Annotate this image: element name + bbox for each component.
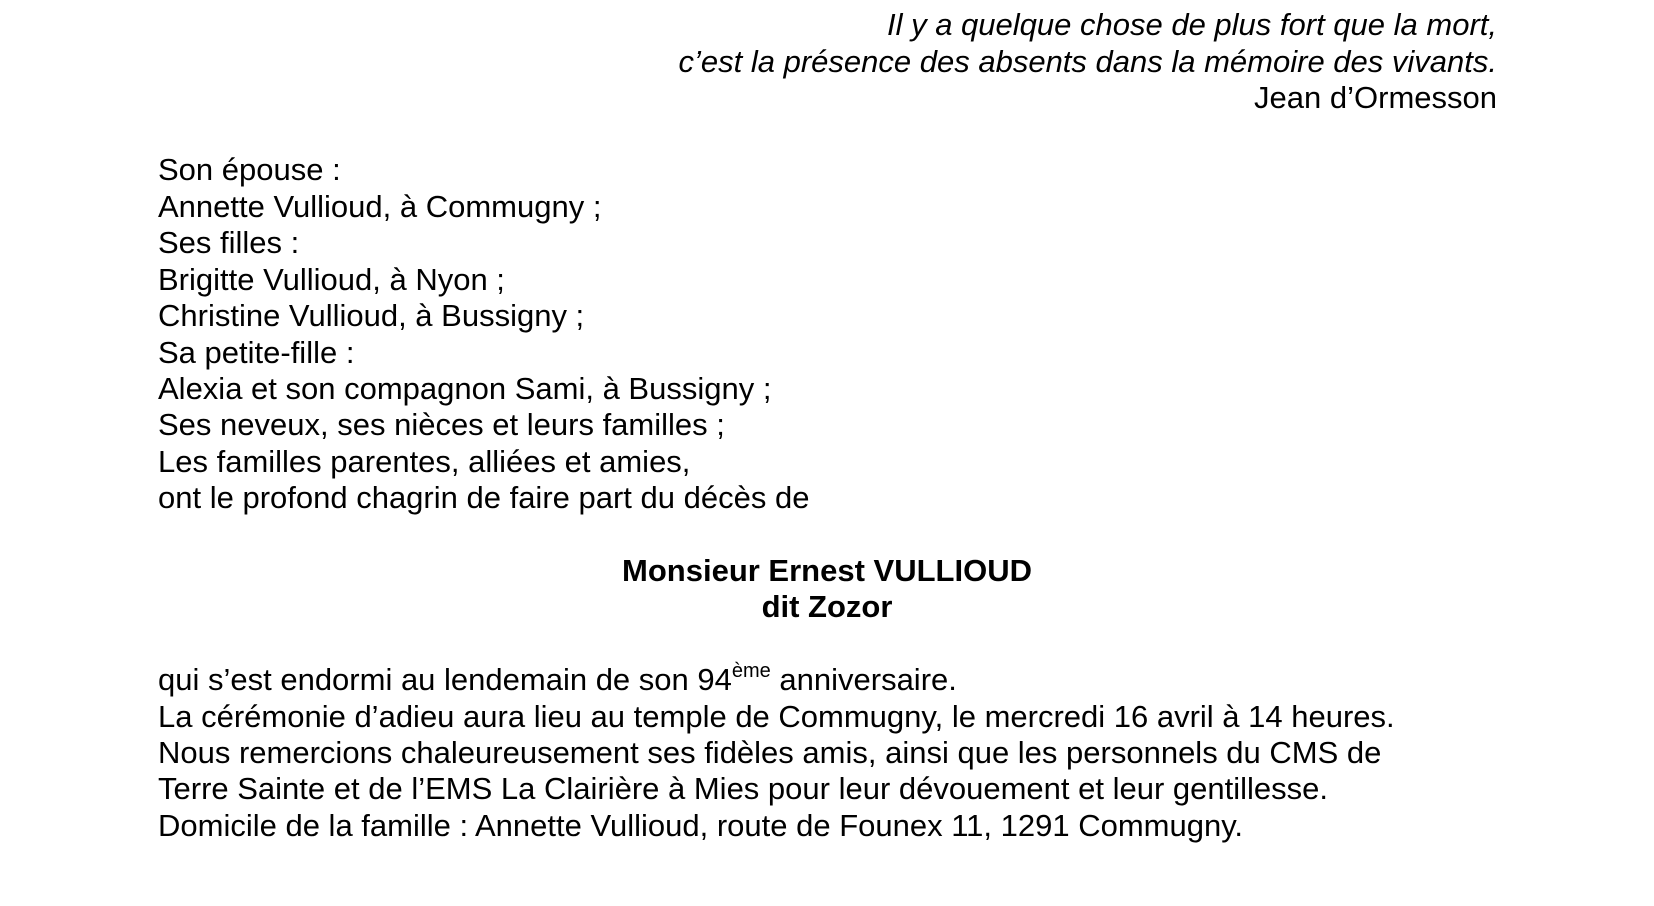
domicile-line: Domicile de la famille : Annette Vullioud, route de Founex 11, 1291 Commugny.: [158, 808, 1244, 843]
family-line: Alexia et son compagnon Sami, à Bussigny ;: [158, 371, 772, 406]
age-suffix: anniversaire.: [770, 662, 957, 697]
epigraph-author: Jean d’Ormesson: [1254, 80, 1497, 115]
family-line: Christine Vullioud, à Bussigny ;: [158, 298, 585, 333]
family-line: Annette Vullioud, à Commugny ;: [158, 189, 602, 224]
age-line: [158, 661, 957, 699]
age-prefix: qui s’est endormi au lendemain de son 94: [158, 662, 732, 697]
family-line: Brigitte Vullioud, à Nyon ;: [158, 262, 505, 297]
family-line: Les familles parentes, alliées et amies,: [158, 444, 691, 479]
thanks-line-1: Nous remercions chaleureusement ses fidèles amis, ainsi que les personnels du CMS de: [158, 735, 1382, 770]
epigraph-line-2: c’est la présence des absents dans la mémoire des vivants.: [678, 44, 1497, 79]
deceased-nickname: dit Zozor: [761, 589, 893, 624]
family-line: Son épouse :: [158, 152, 341, 187]
family-line: Sa petite-fille :: [158, 335, 355, 370]
thanks-line-2: Terre Sainte et de l’EMS La Clairière à Mies pour leur dévouement et leur gentillesse.: [158, 771, 1328, 806]
family-line: Ses filles :: [158, 225, 300, 260]
ceremony-line: La cérémonie d’adieu aura lieu au temple de Commugny, le mercredi 16 avril à 14 heures.: [158, 699, 1395, 734]
family-line: ont le profond chagrin de faire part du décès de: [158, 480, 810, 515]
family-line: Ses neveux, ses nièces et leurs familles ;: [158, 407, 725, 442]
deceased-name: Monsieur Ernest VULLIOUD: [622, 553, 1032, 588]
age-superscript: ème: [731, 659, 771, 682]
epigraph-line-1: Il y a quelque chose de plus fort que la mort,: [886, 7, 1497, 42]
